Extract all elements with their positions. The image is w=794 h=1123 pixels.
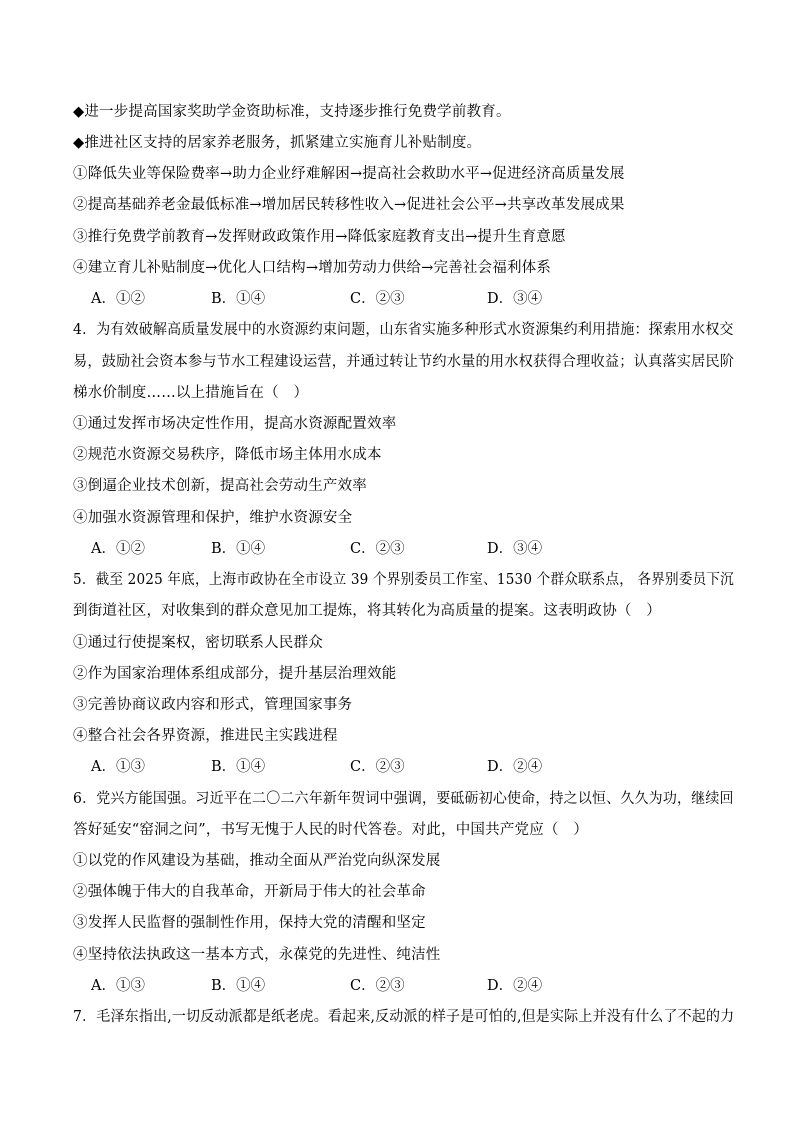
q4-option-c[interactable]: C．②③ <box>350 541 405 557</box>
q5-stem-line-1: 5．截至 2025 年底，上海市政协在全市设立 39 个界别委员工作室、1530 个群众联系点， 各界别委员下沉 <box>73 572 734 588</box>
q6-stem-line-2: 答好延安“窑洞之问”，书写无愧于人民的时代答卷。对此，中国共产党应（ ） <box>73 822 589 838</box>
q3-item-4: ④建立育儿补贴制度→优化人口结构→增加劳动力供给→完善社会福利体系 <box>73 260 552 276</box>
q3-item-1: ①降低失业等保险费率→助力企业纾难解困→提高社会救助水平→促进经济高质量发展 <box>73 166 625 182</box>
q4-stem-line-2: 易，鼓励社会资本参与节水工程建设运营，并通过转让节约水量的用水权获得合理收益；认真落实居民阶 <box>73 354 735 370</box>
q5-item-4: ④整合社会各界资源，推进民主实践进程 <box>73 728 338 744</box>
q4-stem-line-3: 梯水价制度……以上措施旨在（ ） <box>73 385 309 401</box>
policy-bullet-2: ◆推进社区支持的居家养老服务，抓紧建立实施育儿补贴制度。 <box>73 135 482 151</box>
q5-item-2: ②作为国家治理体系组成部分，提升基层治理效能 <box>73 666 397 682</box>
q5-item-3: ③完善协商议政内容和形式，管理国家事务 <box>73 697 353 713</box>
q3-option-b[interactable]: B．①④ <box>211 291 266 307</box>
q6-item-4: ④坚持依法执政这一基本方式，永葆党的先进性、纯洁性 <box>73 947 441 963</box>
q5-option-a[interactable]: A．①③ <box>91 759 145 775</box>
q6-item-2: ②强体魄于伟大的自我革命，开新局于伟大的社会革命 <box>73 884 426 900</box>
q4-stem-line-1: 4．为有效破解高质量发展中的水资源约束问题，山东省实施多种形式水资源集约利用措施：探索用水权交 <box>73 322 734 338</box>
q4-item-4: ④加强水资源管理和保护，维护水资源安全 <box>73 510 353 526</box>
q6-option-d[interactable]: D．②④ <box>487 978 543 994</box>
q6-option-b[interactable]: B．①④ <box>211 978 266 994</box>
q4-item-1: ①通过发挥市场决定性作用，提高水资源配置效率 <box>73 416 397 432</box>
q5-option-c[interactable]: C．②③ <box>350 759 405 775</box>
q6-option-a[interactable]: A．①③ <box>91 978 145 994</box>
q4-item-3: ③倒逼企业技术创新，提高社会劳动生产效率 <box>73 478 367 494</box>
q5-stem-line-2: 到街道社区，对收集到的群众意见加工提炼，将其转化为高质量的提案。这表明政协（ ） <box>73 603 661 619</box>
q5-option-b[interactable]: B．①④ <box>211 759 266 775</box>
q6-item-1: ①以党的作风建设为基础，推动全面从严治党向纵深发展 <box>73 853 441 869</box>
q4-option-a[interactable]: A．①② <box>91 541 145 557</box>
q6-option-c[interactable]: C．②③ <box>350 978 405 994</box>
q4-option-b[interactable]: B．①④ <box>211 541 266 557</box>
q3-option-a[interactable]: A．①② <box>91 291 145 307</box>
policy-bullet-1: ◆进一步提高国家奖助学金资助标准，支持逐步推行免费学前教育。 <box>73 104 511 120</box>
q6-stem-line-1: 6．党兴方能国强。习近平在二〇二六年新年贺词中强调，要砥砺初心使命，持之以恒、久久为功，继续回 <box>73 791 734 807</box>
q5-option-d[interactable]: D．②④ <box>487 759 543 775</box>
q3-option-d[interactable]: D．③④ <box>487 291 543 307</box>
q4-option-d[interactable]: D．③④ <box>487 541 543 557</box>
q6-item-3: ③发挥人民监督的强制性作用，保持大党的清醒和坚定 <box>73 915 426 931</box>
q3-option-c[interactable]: C．②③ <box>350 291 405 307</box>
q3-item-3: ③推行免费学前教育→发挥财政政策作用→降低家庭教育支出→提升生育意愿 <box>73 229 566 245</box>
q7-stem-line-1: 7．毛泽东指出,一切反动派都是纸老虎。看起来,反动派的样子是可怕的,但是实际上并没有什么了不起的力 <box>73 1009 735 1025</box>
q5-item-1: ①通过行使提案权，密切联系人民群众 <box>73 635 323 651</box>
q3-item-2: ②提高基础养老金最低标准→增加居民转移性收入→促进社会公平→共享改革发展成果 <box>73 197 625 213</box>
q4-item-2: ②规范水资源交易秩序，降低市场主体用水成本 <box>73 447 382 463</box>
